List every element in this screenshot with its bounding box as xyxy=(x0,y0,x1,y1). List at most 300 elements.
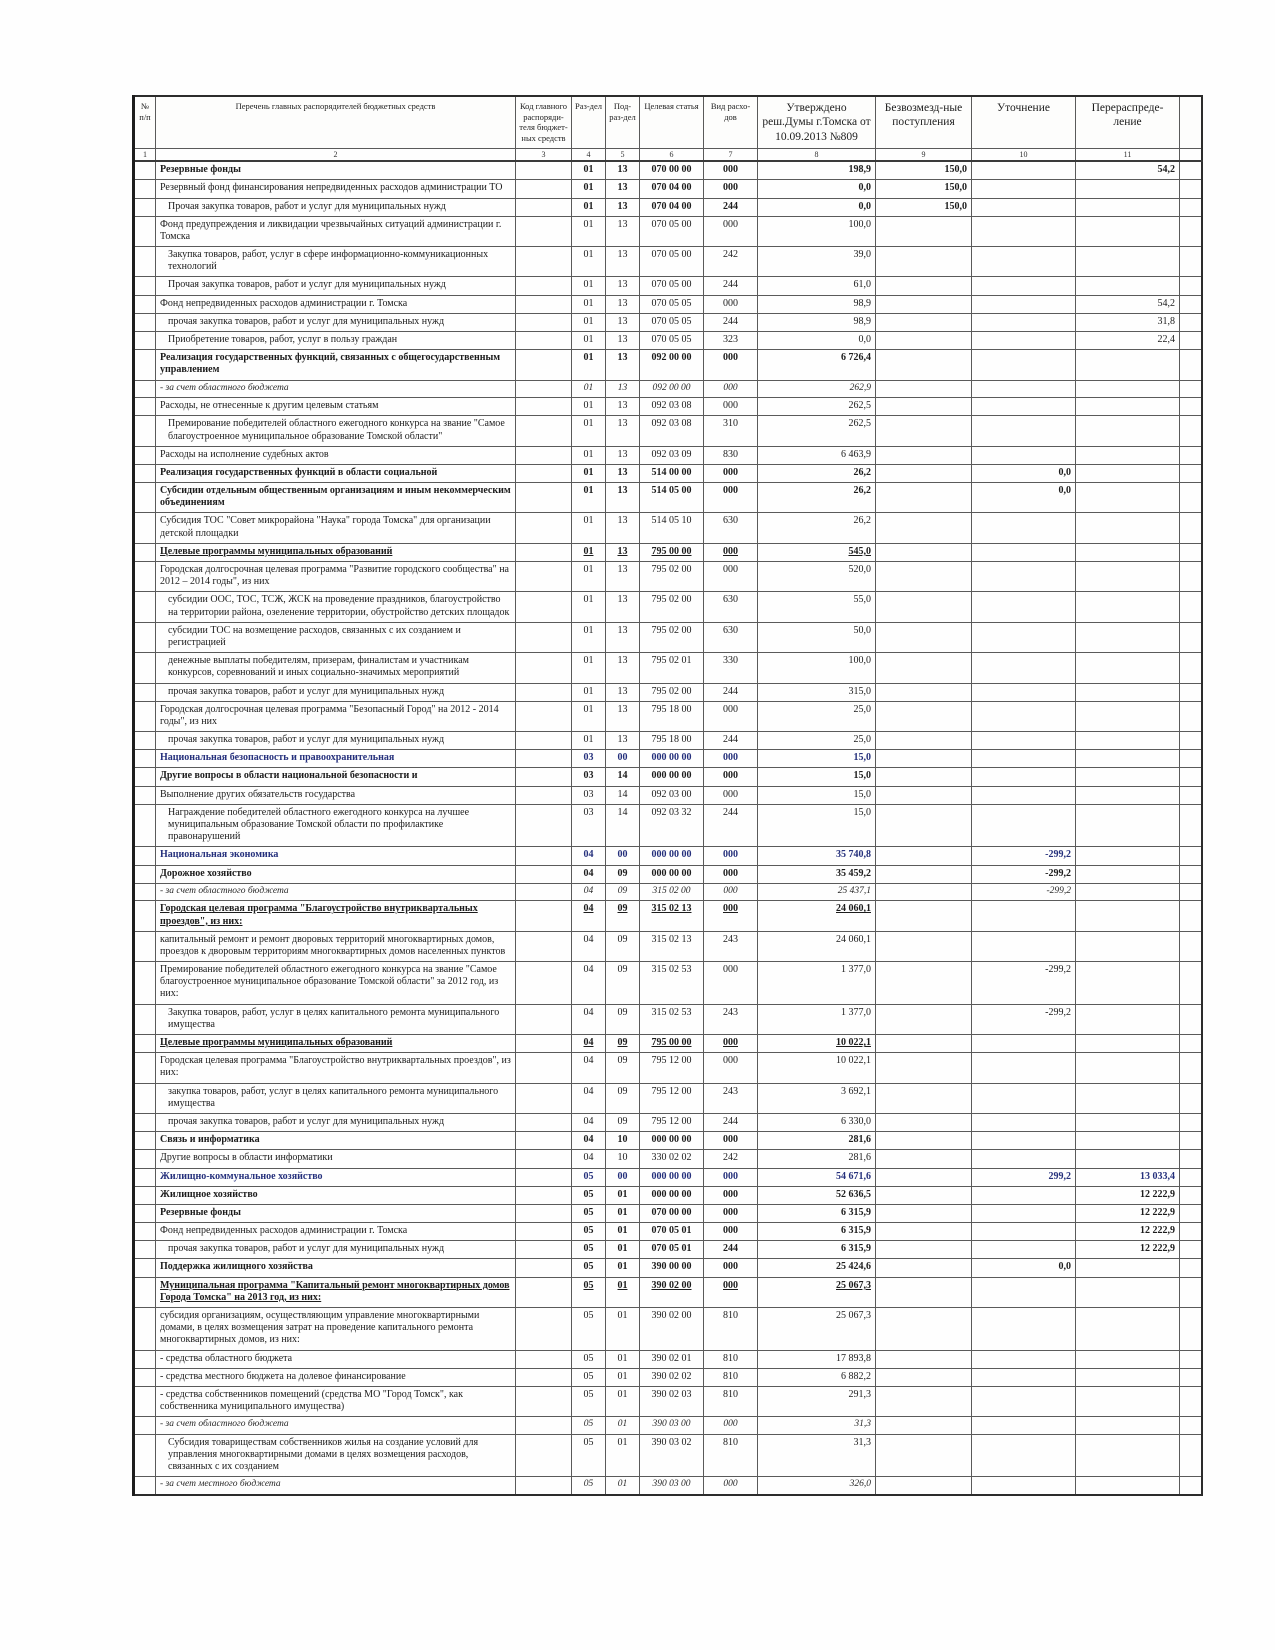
cell-gratuitous xyxy=(876,350,972,380)
cell-approved: 25 437,1 xyxy=(758,883,876,901)
cell-name: Закупка товаров, работ, услуг в сфере информационно-коммуникационных технологий xyxy=(156,247,516,277)
cell-redistribution xyxy=(1076,1083,1180,1113)
cell-approved: 50,0 xyxy=(758,622,876,652)
cell-gratuitous xyxy=(876,592,972,622)
cell-expense-type: 000 xyxy=(704,768,758,786)
cell-redistribution xyxy=(1076,446,1180,464)
cell-clarification xyxy=(972,683,1076,701)
cell-approved: 1 377,0 xyxy=(758,1004,876,1034)
cell-razdel: 05 xyxy=(572,1223,606,1241)
table-row xyxy=(134,1113,1202,1131)
cell-grbs-code xyxy=(516,446,572,464)
cell-grbs-code xyxy=(516,1368,572,1386)
cell-row-number xyxy=(134,1113,156,1131)
table-row xyxy=(134,1308,1202,1351)
cell-name: прочая закупка товаров, работ и услуг для муниципальных нужд xyxy=(156,1113,516,1131)
cell-target-article: 514 05 10 xyxy=(640,513,704,543)
cell-grbs-code xyxy=(516,865,572,883)
cell-grbs-code xyxy=(516,180,572,198)
cell-redistribution xyxy=(1076,1277,1180,1307)
cell-grbs-code xyxy=(516,1241,572,1259)
cell-name: Городская целевая программа "Благоустройство внутриквартальных проездов", из них: xyxy=(156,901,516,931)
table-row xyxy=(134,1186,1202,1204)
cell-approved: 25 424,6 xyxy=(758,1259,876,1277)
cell-expense-type: 000 xyxy=(704,701,758,731)
table-row xyxy=(134,1477,1202,1495)
cell-clarification xyxy=(972,380,1076,398)
cell-razdel: 01 xyxy=(572,216,606,246)
cell-name: Резервные фонды xyxy=(156,1204,516,1222)
col-header-grbs-code: Код главного распоряди-теля бюджет-ных средств xyxy=(516,96,572,149)
cell-cutoff xyxy=(1180,1241,1202,1259)
cell-grbs-code xyxy=(516,786,572,804)
cell-podrazdel: 14 xyxy=(606,768,640,786)
cell-row-number xyxy=(134,1083,156,1113)
cell-podrazdel: 13 xyxy=(606,592,640,622)
cell-grbs-code xyxy=(516,295,572,313)
cell-cutoff xyxy=(1180,295,1202,313)
cell-redistribution xyxy=(1076,513,1180,543)
cell-approved: 100,0 xyxy=(758,653,876,683)
cell-podrazdel: 09 xyxy=(606,865,640,883)
cell-row-number xyxy=(134,931,156,961)
cell-grbs-code xyxy=(516,562,572,592)
col-header-expense-type: Вид расхо-дов xyxy=(704,96,758,149)
cell-cutoff xyxy=(1180,446,1202,464)
cell-gratuitous xyxy=(876,1168,972,1186)
cell-cutoff xyxy=(1180,562,1202,592)
cell-gratuitous xyxy=(876,653,972,683)
cell-expense-type: 000 xyxy=(704,216,758,246)
cell-row-number xyxy=(134,786,156,804)
cell-razdel: 01 xyxy=(572,295,606,313)
cell-name: - средства местного бюджета на долевое финансирование xyxy=(156,1368,516,1386)
cell-name: Резервный фонд финансирования непредвиденных расходов администрации ТО xyxy=(156,180,516,198)
cell-target-article: 390 03 00 xyxy=(640,1477,704,1495)
cell-target-article: 070 05 00 xyxy=(640,247,704,277)
table-row xyxy=(134,592,1202,622)
cell-expense-type: 243 xyxy=(704,1083,758,1113)
cell-name: Городская долгосрочная целевая программа "Безопасный Город" на 2012 - 2014 годы", из них xyxy=(156,701,516,731)
col-header-grbs-list: Перечень главных распорядителей бюджетных средств xyxy=(156,96,516,149)
cell-row-number xyxy=(134,1417,156,1435)
cell-gratuitous xyxy=(876,562,972,592)
cell-approved: 262,5 xyxy=(758,398,876,416)
cell-podrazdel: 01 xyxy=(606,1417,640,1435)
cell-target-article: 000 00 00 xyxy=(640,1132,704,1150)
table-row xyxy=(134,732,1202,750)
cell-gratuitous xyxy=(876,1434,972,1477)
cell-approved: 0,0 xyxy=(758,332,876,350)
cell-podrazdel: 01 xyxy=(606,1223,640,1241)
cell-target-article: 390 00 00 xyxy=(640,1259,704,1277)
cell-razdel: 04 xyxy=(572,1083,606,1113)
col-header-cutoff xyxy=(1180,96,1202,149)
cell-podrazdel: 13 xyxy=(606,732,640,750)
cell-target-article: 795 02 00 xyxy=(640,622,704,652)
cell-redistribution xyxy=(1076,180,1180,198)
cell-target-article: 795 02 00 xyxy=(640,592,704,622)
cell-redistribution xyxy=(1076,883,1180,901)
cell-gratuitous xyxy=(876,216,972,246)
col-header-row-number: № п/п xyxy=(134,96,156,149)
cell-row-number xyxy=(134,592,156,622)
cell-cutoff xyxy=(1180,804,1202,847)
cell-cutoff xyxy=(1180,883,1202,901)
cell-name: - средства областного бюджета xyxy=(156,1350,516,1368)
cell-name: Реализация государственных функций, связанных с общегосударственным управлением xyxy=(156,350,516,380)
cell-cutoff xyxy=(1180,622,1202,652)
cell-clarification xyxy=(972,768,1076,786)
cell-redistribution xyxy=(1076,804,1180,847)
cell-redistribution xyxy=(1076,483,1180,513)
cell-row-number xyxy=(134,847,156,865)
cell-clarification xyxy=(972,750,1076,768)
cell-redistribution xyxy=(1076,216,1180,246)
cell-approved: 17 893,8 xyxy=(758,1350,876,1368)
cell-razdel: 01 xyxy=(572,332,606,350)
cell-podrazdel: 13 xyxy=(606,653,640,683)
cell-target-article: 070 05 00 xyxy=(640,216,704,246)
cell-redistribution xyxy=(1076,1368,1180,1386)
table-row xyxy=(134,483,1202,513)
cell-cutoff xyxy=(1180,1434,1202,1477)
cell-clarification xyxy=(972,653,1076,683)
cell-razdel: 04 xyxy=(572,1113,606,1131)
cell-cutoff xyxy=(1180,1386,1202,1416)
cell-podrazdel: 09 xyxy=(606,1113,640,1131)
cell-expense-type: 000 xyxy=(704,1259,758,1277)
cell-podrazdel: 09 xyxy=(606,1083,640,1113)
cell-grbs-code xyxy=(516,1035,572,1053)
cell-expense-type: 244 xyxy=(704,198,758,216)
cell-clarification xyxy=(972,1150,1076,1168)
cell-approved: 326,0 xyxy=(758,1477,876,1495)
table-row xyxy=(134,513,1202,543)
table-row xyxy=(134,446,1202,464)
cell-gratuitous xyxy=(876,1477,972,1495)
cell-expense-type: 000 xyxy=(704,350,758,380)
cell-razdel: 05 xyxy=(572,1241,606,1259)
cell-gratuitous xyxy=(876,1350,972,1368)
cell-row-number xyxy=(134,295,156,313)
cell-approved: 6 315,9 xyxy=(758,1223,876,1241)
cell-razdel: 05 xyxy=(572,1168,606,1186)
cell-clarification xyxy=(972,513,1076,543)
cell-razdel: 04 xyxy=(572,1004,606,1034)
cell-redistribution xyxy=(1076,732,1180,750)
cell-target-article: 795 02 00 xyxy=(640,683,704,701)
cell-cutoff xyxy=(1180,1259,1202,1277)
table-row xyxy=(134,1241,1202,1259)
cell-redistribution xyxy=(1076,1113,1180,1131)
table-row xyxy=(134,543,1202,561)
cell-target-article: 070 05 05 xyxy=(640,295,704,313)
table-row xyxy=(134,1350,1202,1368)
cell-name: Целевые программы муниципальных образований xyxy=(156,1035,516,1053)
cell-redistribution xyxy=(1076,962,1180,1005)
cell-cutoff xyxy=(1180,416,1202,446)
cell-row-number xyxy=(134,768,156,786)
cell-clarification xyxy=(972,701,1076,731)
cell-grbs-code xyxy=(516,1150,572,1168)
cell-cutoff xyxy=(1180,1350,1202,1368)
cell-target-article: 795 12 00 xyxy=(640,1053,704,1083)
cell-row-number xyxy=(134,380,156,398)
cell-expense-type: 244 xyxy=(704,1241,758,1259)
cell-gratuitous xyxy=(876,1113,972,1131)
cell-redistribution: 13 033,4 xyxy=(1076,1168,1180,1186)
cell-name: Субсидия товариществам собственников жилья на создание условий для управления многоквартирными домами в целях возмещения расходов, связанных с их созданием xyxy=(156,1434,516,1477)
cell-cutoff xyxy=(1180,653,1202,683)
cell-redistribution xyxy=(1076,683,1180,701)
cell-cutoff xyxy=(1180,1308,1202,1351)
cell-cutoff xyxy=(1180,313,1202,331)
cell-podrazdel: 00 xyxy=(606,1168,640,1186)
cell-razdel: 01 xyxy=(572,398,606,416)
cell-gratuitous xyxy=(876,786,972,804)
cell-razdel: 05 xyxy=(572,1186,606,1204)
cell-clarification: -299,2 xyxy=(972,865,1076,883)
cell-grbs-code xyxy=(516,1477,572,1495)
cell-name: Фонд непредвиденных расходов администрации г. Томска xyxy=(156,1223,516,1241)
table-row xyxy=(134,332,1202,350)
cell-cutoff xyxy=(1180,1004,1202,1034)
cell-gratuitous xyxy=(876,295,972,313)
cell-approved: 100,0 xyxy=(758,216,876,246)
cell-approved: 281,6 xyxy=(758,1132,876,1150)
cell-clarification xyxy=(972,1277,1076,1307)
cell-gratuitous xyxy=(876,622,972,652)
cell-name: Жилищно-коммунальное хозяйство xyxy=(156,1168,516,1186)
cell-clarification: -299,2 xyxy=(972,962,1076,1005)
col-number: 9 xyxy=(876,149,972,162)
cell-target-article: 390 02 03 xyxy=(640,1386,704,1416)
cell-grbs-code xyxy=(516,804,572,847)
cell-clarification xyxy=(972,543,1076,561)
cell-target-article: 092 00 00 xyxy=(640,350,704,380)
cell-redistribution: 12 222,9 xyxy=(1076,1204,1180,1222)
cell-razdel: 05 xyxy=(572,1308,606,1351)
cell-gratuitous xyxy=(876,683,972,701)
cell-gratuitous xyxy=(876,1204,972,1222)
cell-cutoff xyxy=(1180,931,1202,961)
cell-target-article: 092 03 08 xyxy=(640,416,704,446)
col-number: 8 xyxy=(758,149,876,162)
table-row xyxy=(134,865,1202,883)
cell-podrazdel: 09 xyxy=(606,931,640,961)
cell-razdel: 05 xyxy=(572,1386,606,1416)
cell-grbs-code xyxy=(516,1083,572,1113)
cell-gratuitous xyxy=(876,380,972,398)
cell-grbs-code xyxy=(516,247,572,277)
cell-target-article: 070 00 00 xyxy=(640,161,704,180)
cell-gratuitous xyxy=(876,1186,972,1204)
cell-clarification xyxy=(972,332,1076,350)
cell-podrazdel: 14 xyxy=(606,804,640,847)
cell-name: Приобретение товаров, работ, услуг в пользу граждан xyxy=(156,332,516,350)
table-row xyxy=(134,1035,1202,1053)
cell-name: Фонд непредвиденных расходов администрации г. Томска xyxy=(156,295,516,313)
cell-name: - за счет областного бюджета xyxy=(156,1417,516,1435)
cell-redistribution xyxy=(1076,1259,1180,1277)
cell-approved: 98,9 xyxy=(758,295,876,313)
cell-expense-type: 244 xyxy=(704,277,758,295)
cell-razdel: 04 xyxy=(572,962,606,1005)
col-number: 10 xyxy=(972,149,1076,162)
table-row xyxy=(134,1223,1202,1241)
cell-redistribution xyxy=(1076,277,1180,295)
cell-approved: 31,3 xyxy=(758,1434,876,1477)
cell-row-number xyxy=(134,1434,156,1477)
table-row xyxy=(134,1277,1202,1307)
cell-cutoff xyxy=(1180,901,1202,931)
cell-expense-type: 000 xyxy=(704,1277,758,1307)
table-row xyxy=(134,398,1202,416)
cell-target-article: 315 02 53 xyxy=(640,1004,704,1034)
cell-podrazdel: 09 xyxy=(606,1053,640,1083)
cell-target-article: 315 02 00 xyxy=(640,883,704,901)
cell-clarification xyxy=(972,1204,1076,1222)
cell-gratuitous xyxy=(876,483,972,513)
cell-row-number xyxy=(134,398,156,416)
cell-grbs-code xyxy=(516,1223,572,1241)
cell-redistribution xyxy=(1076,198,1180,216)
cell-row-number xyxy=(134,1241,156,1259)
cell-target-article: 795 18 00 xyxy=(640,701,704,731)
cell-expense-type: 630 xyxy=(704,592,758,622)
cell-clarification xyxy=(972,804,1076,847)
cell-cutoff xyxy=(1180,865,1202,883)
cell-clarification xyxy=(972,1434,1076,1477)
cell-podrazdel: 09 xyxy=(606,962,640,1005)
cell-grbs-code xyxy=(516,350,572,380)
cell-row-number xyxy=(134,901,156,931)
cell-redistribution xyxy=(1076,1434,1180,1477)
cell-approved: 15,0 xyxy=(758,750,876,768)
cell-grbs-code xyxy=(516,931,572,961)
cell-row-number xyxy=(134,1035,156,1053)
table-row xyxy=(134,1204,1202,1222)
cell-redistribution xyxy=(1076,398,1180,416)
cell-podrazdel: 13 xyxy=(606,180,640,198)
cell-approved: 35 459,2 xyxy=(758,865,876,883)
col-header-approved: Утверждено реш.Думы г.Томска от 10.09.2013 №809 xyxy=(758,96,876,149)
cell-name: Жилищное хозяйство xyxy=(156,1186,516,1204)
cell-name: Национальная безопасность и правоохранительная xyxy=(156,750,516,768)
cell-podrazdel: 10 xyxy=(606,1150,640,1168)
cell-row-number xyxy=(134,1477,156,1495)
cell-target-article: 000 00 00 xyxy=(640,1186,704,1204)
cell-approved: 281,6 xyxy=(758,1150,876,1168)
cell-podrazdel: 01 xyxy=(606,1368,640,1386)
cell-approved: 54 671,6 xyxy=(758,1168,876,1186)
cell-clarification xyxy=(972,180,1076,198)
cell-approved: 262,9 xyxy=(758,380,876,398)
table-row xyxy=(134,701,1202,731)
cell-grbs-code xyxy=(516,277,572,295)
cell-grbs-code xyxy=(516,847,572,865)
cell-expense-type: 242 xyxy=(704,247,758,277)
cell-gratuitous xyxy=(876,701,972,731)
cell-approved: 25,0 xyxy=(758,701,876,731)
cell-gratuitous xyxy=(876,398,972,416)
cell-approved: 26,2 xyxy=(758,513,876,543)
cell-grbs-code xyxy=(516,901,572,931)
cell-row-number xyxy=(134,446,156,464)
cell-podrazdel: 13 xyxy=(606,701,640,731)
cell-podrazdel: 01 xyxy=(606,1186,640,1204)
cell-row-number xyxy=(134,1204,156,1222)
cell-expense-type: 323 xyxy=(704,332,758,350)
cell-expense-type: 000 xyxy=(704,1477,758,1495)
cell-expense-type: 000 xyxy=(704,180,758,198)
cell-gratuitous xyxy=(876,1004,972,1034)
cell-grbs-code xyxy=(516,750,572,768)
cell-podrazdel: 13 xyxy=(606,198,640,216)
table-row xyxy=(134,350,1202,380)
cell-cutoff xyxy=(1180,592,1202,622)
cell-redistribution xyxy=(1076,350,1180,380)
cell-grbs-code xyxy=(516,1277,572,1307)
cell-gratuitous xyxy=(876,1223,972,1241)
col-header-target-article: Целевая статья xyxy=(640,96,704,149)
cell-row-number xyxy=(134,332,156,350)
cell-gratuitous: 150,0 xyxy=(876,198,972,216)
cell-name: Национальная экономика xyxy=(156,847,516,865)
cell-cutoff xyxy=(1180,1053,1202,1083)
cell-clarification xyxy=(972,295,1076,313)
table-row xyxy=(134,562,1202,592)
cell-expense-type: 000 xyxy=(704,1223,758,1241)
table-row xyxy=(134,1004,1202,1034)
cell-redistribution xyxy=(1076,562,1180,592)
cell-approved: 52 636,5 xyxy=(758,1186,876,1204)
cell-grbs-code xyxy=(516,1204,572,1222)
cell-row-number xyxy=(134,313,156,331)
cell-target-article: 070 05 00 xyxy=(640,277,704,295)
cell-target-article: 330 02 02 xyxy=(640,1150,704,1168)
cell-row-number xyxy=(134,247,156,277)
cell-razdel: 01 xyxy=(572,350,606,380)
cell-clarification: -299,2 xyxy=(972,847,1076,865)
cell-podrazdel: 10 xyxy=(606,1132,640,1150)
cell-clarification: -299,2 xyxy=(972,1004,1076,1034)
cell-razdel: 01 xyxy=(572,247,606,277)
cell-clarification xyxy=(972,1368,1076,1386)
cell-grbs-code xyxy=(516,622,572,652)
cell-gratuitous xyxy=(876,1241,972,1259)
cell-clarification xyxy=(972,1083,1076,1113)
table-row xyxy=(134,1417,1202,1435)
table-row xyxy=(134,962,1202,1005)
cell-grbs-code xyxy=(516,883,572,901)
cell-clarification xyxy=(972,1035,1076,1053)
cell-target-article: 795 18 00 xyxy=(640,732,704,750)
cell-target-article: 092 03 00 xyxy=(640,786,704,804)
cell-target-article: 795 02 01 xyxy=(640,653,704,683)
cell-razdel: 01 xyxy=(572,653,606,683)
cell-expense-type: 000 xyxy=(704,543,758,561)
cell-podrazdel: 13 xyxy=(606,277,640,295)
cell-grbs-code xyxy=(516,1417,572,1435)
cell-gratuitous xyxy=(876,768,972,786)
cell-razdel: 04 xyxy=(572,901,606,931)
cell-row-number xyxy=(134,1386,156,1416)
cell-razdel: 01 xyxy=(572,446,606,464)
cell-cutoff xyxy=(1180,216,1202,246)
cell-expense-type: 000 xyxy=(704,786,758,804)
